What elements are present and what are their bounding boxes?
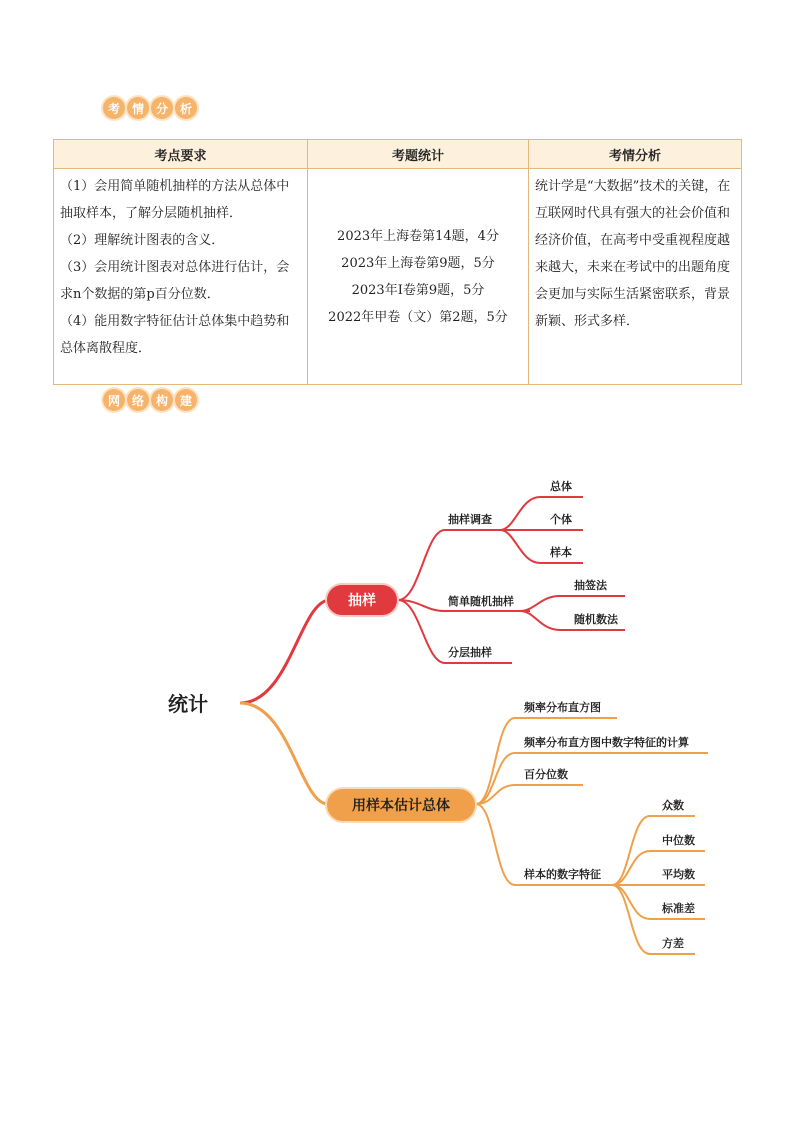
requirement-item: （3）会用统计图表对总体进行估计，会求n个数据的第p百分位数． xyxy=(60,260,290,302)
exam-entry: 2023年上海卷第14题，4分 xyxy=(337,228,499,244)
root-label: 统计 xyxy=(168,692,208,716)
badge-char: 构 xyxy=(151,389,173,411)
badge-char: 网 xyxy=(103,389,125,411)
node-median: 中位数 xyxy=(662,834,695,847)
node-population: 总体 xyxy=(550,480,572,493)
node-std: 标准差 xyxy=(662,902,695,915)
node-individual: 个体 xyxy=(550,513,572,526)
badge-char: 析 xyxy=(175,97,197,119)
node-histogram: 频率分布直方图 xyxy=(524,701,601,714)
connector-histogram-calc xyxy=(476,753,708,804)
exam-entry: 2023年上海卷第9题，5分 xyxy=(341,255,495,271)
node-sampling-survey: 抽样调查 xyxy=(448,513,492,526)
header-requirements: 考点要求 xyxy=(54,140,308,169)
exam-entry: 2023年Ⅰ卷第9题，5分 xyxy=(351,282,485,298)
node-mean: 平均数 xyxy=(662,868,695,881)
node-sample: 样本 xyxy=(550,546,572,559)
node-mode: 众数 xyxy=(662,799,684,812)
branch-sampling-label: 抽样 xyxy=(348,593,376,609)
requirement-item: （4）能用数字特征估计总体集中趋势和总体离散程度． xyxy=(60,314,290,356)
node-stratified: 分层抽样 xyxy=(448,646,492,659)
node-random-number: 随机数法 xyxy=(574,613,618,626)
badge-char: 分 xyxy=(151,97,173,119)
node-percentile: 百分位数 xyxy=(524,768,568,781)
connector-lottery xyxy=(520,596,625,611)
badge-char: 络 xyxy=(127,389,149,411)
exam-entry: 2022年甲卷（文）第2题，5分 xyxy=(328,309,508,325)
analysis-text: 统计学是“大数据”技术的关键，在互联网时代具有强大的社会价值和经济价值，在高考中受重视程度越来越大，未来在考试中的出题角度会更加与实际生活紧密联系，背景新颖、形式多样． xyxy=(535,179,731,329)
node-histogram-calc: 频率分布直方图中数字特征的计算 xyxy=(524,736,689,749)
connector-histogram xyxy=(476,718,617,804)
badge-char: 情 xyxy=(127,97,149,119)
header-analysis: 考情分析 xyxy=(529,140,742,169)
node-lottery: 抽签法 xyxy=(574,579,607,592)
branch-estimate-label: 用样本估计总体 xyxy=(352,798,450,814)
badge-char: 建 xyxy=(175,389,197,411)
connector-root-sampling xyxy=(240,600,330,703)
connector-sampling-survey xyxy=(398,530,518,600)
requirement-item: （2）理解统计图表的含义． xyxy=(60,233,225,248)
badge-char: 考 xyxy=(103,97,125,119)
header-statistics: 考题统计 xyxy=(308,140,529,169)
node-numeric-features: 样本的数字特征 xyxy=(524,868,601,881)
connector-root-estimate xyxy=(240,703,328,804)
node-simple-random: 简单随机抽样 xyxy=(448,595,514,608)
node-variance: 方差 xyxy=(662,937,684,950)
requirement-item: （1）会用简单随机抽样的方法从总体中抽取样本，了解分层随机抽样． xyxy=(60,179,290,221)
